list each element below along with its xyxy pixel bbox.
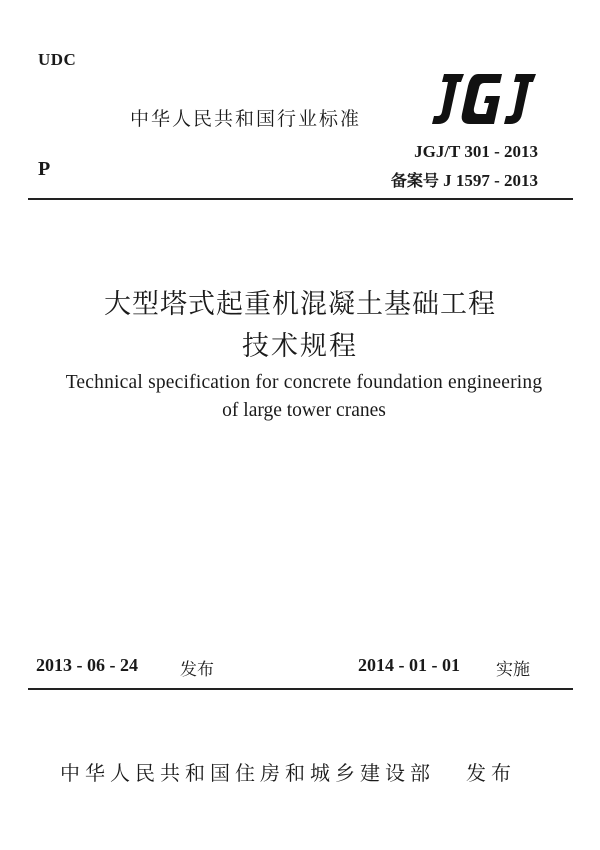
- top-divider: [28, 198, 573, 200]
- standard-category: 中华人民共和国行业标准: [130, 108, 362, 130]
- record-label: 备案号: [390, 171, 439, 190]
- implementation-label: 实施: [496, 660, 530, 680]
- implementation-date: 2014 - 01 - 01: [358, 655, 460, 675]
- title-english-line1: Technical specification for concrete foundation engineering: [65, 372, 543, 393]
- title-chinese-line2: 技术规程: [242, 331, 358, 362]
- bottom-divider: [28, 688, 573, 690]
- standard-number: JGJ/T 301 - 2013: [414, 142, 538, 161]
- record-number-line: [391, 168, 538, 191]
- publisher: 中华人民共和国住房和城乡建设部: [60, 761, 435, 785]
- title-chinese-line1: 大型塔式起重机混凝土基础工程: [104, 289, 496, 320]
- issue-label: 发布: [180, 660, 214, 680]
- record-number: J 1597 - 2013: [443, 171, 538, 190]
- jgj-logo: [430, 70, 540, 132]
- udc-label: UDC: [38, 50, 77, 69]
- title-english-line2: of large tower cranes: [222, 400, 386, 421]
- publish-label: 发布: [466, 761, 516, 785]
- jgj-logo-graphic: [430, 70, 540, 132]
- issue-date: 2013 - 06 - 24: [36, 655, 138, 675]
- classification-code: P: [38, 158, 51, 180]
